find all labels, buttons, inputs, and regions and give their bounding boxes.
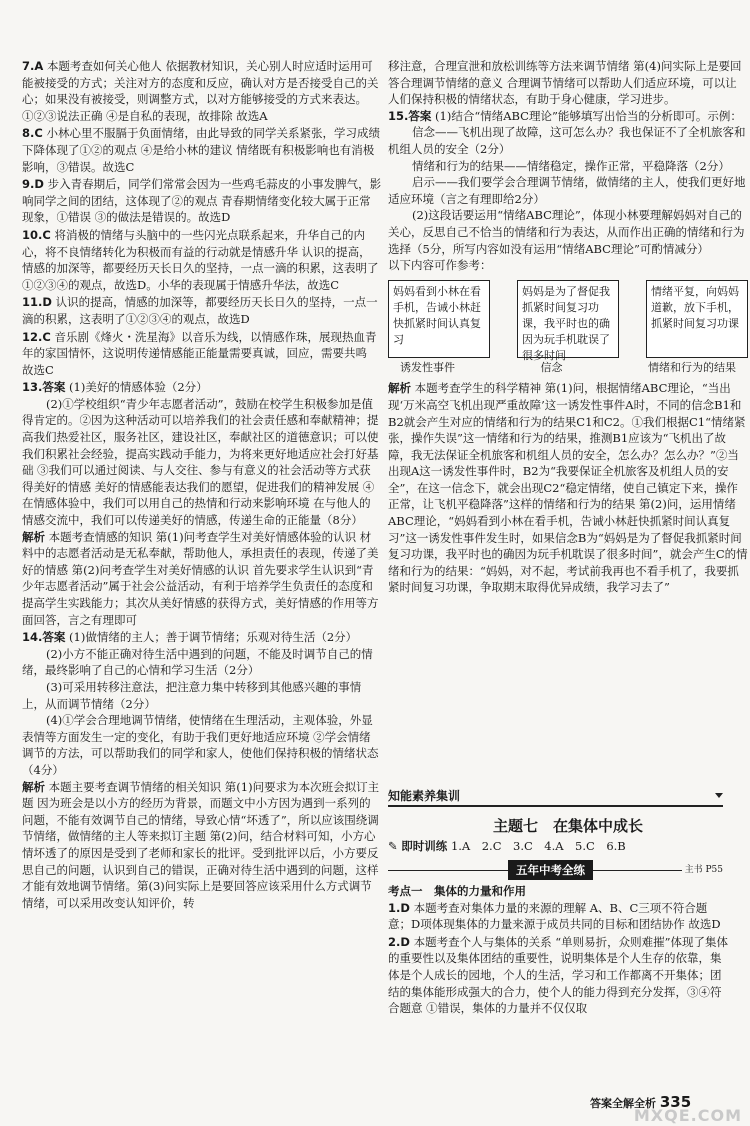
answer-label: 答案 [42,630,66,645]
item-text: 移注意，合理宣泄和放松训练等方法来调节情绪 第(4)问实际上是要回答合理调节情绪的意义 合理调节情绪可以帮助人们适应环境，可以让人们保持积极的情绪状态，有助于身心健康，学习进步。 [388,59,742,107]
answer-item-7 [22,58,382,124]
item-text: 认识的提高，情感的加深等，都要经历天长日久的坚持，一点一滴的积累，这表明了①②③④的观点，故选D [22,295,378,326]
exam-banner [388,860,723,880]
item-number: 8.C [22,126,43,141]
item-text: 信念——飞机出现了故障，这可怎么办？我也保证不了全机旅客和机组人员的安全（2分） [388,125,746,156]
item-number: 9.D [22,177,44,192]
item-text: 本题考查对集体力量的来源的理解 A、B、C三项不符合题意；D项体现集体的力量来源于成员共同的目标和团结协作 故选D [388,900,721,932]
diagram-captions [388,360,748,377]
item-text: 本题考查如何关心他人 依据教材知识，关心别人时应适时运用可能被接受的方式；关注对方的态度和反应，确认对方是否接受自己的关心；如果没有被接受，则调整方式，以对方能够接受的方式来表达。①②③说法正确 ④是自私的表现，故排除 故选A [22,59,379,123]
watermark: MXQE.COM [633,1106,742,1125]
item-number: 13. [22,380,43,395]
kaodian-title: 集体的力量和作用 [434,884,526,898]
item-text: (1)结合“情绪ABC理论”能够填写出恰当的分析即可。示例： [435,108,742,123]
item-text: 将消极的情绪与头脑中的一些闪光点联系起来，升华自己的内心，将不良情绪转化为积极而有益的行动就是情感升华 认识的提高，情感的加深等，都要经历天长日久的坚持，一点一滴的积累，这表明了①②③④的观点，故选D。小华的表现属于情感升华法，故选C [22,227,379,292]
item-number: 15. [388,108,409,123]
abc-diagram [388,280,748,362]
item-text: (2)①学校组织“青少年志愿者活动”，鼓励在校学生积极参加是值得肯定的。②因为这种活动可以培养我们的社会责任感和奉献精神；提高我们热爱社区，服务社区，建设社区，奉献社区的道德意识；可以使我们积累社会经验，提高实践动手能力，为将来更好地适应社会打好基础 ③我们可以通过阅读、与人交往、参与有意义的社会活动等方式获得美好的情感 美好的情感能表达我们的愿望，促进我们的精神发展 ④在情感体验中，我们可以用自己的热情和行动来影响环境 在与他人的情感交流中，我们可以传递美好的情感，传递生命的正能量（8分） [22,396,379,528]
right-column [388,58,748,597]
triangle-down-icon [715,793,723,798]
lower-answers [388,883,728,1018]
banner-note: 主书 P55 [682,862,723,875]
analysis-label: 解析 [388,381,411,396]
item-text: 步入青春期后，同学们常常会因为一些鸡毛蒜皮的小事发脾气，影响同学之间的团结，这体现了②的观点 青春期情绪变化较大属于正常现象，①错误 ③的做法是错误的。故选D [22,177,382,225]
item-number: 10.C [22,227,51,242]
diagram-caption: 信念 [540,360,563,374]
item-text: 情绪和行为的结果——情绪稳定，操作正常，平稳降落（2分） [412,158,730,173]
item-number: 2.D [388,934,410,949]
drill-answers: 1.A 2.C 3.C 4.A 5.C 6.B [450,839,626,853]
answer-item-8 [22,125,382,175]
item-text: 启示——我们要学会合理调节情绪，做情绪的主人，使我们更好地适应环境（言之有理即给2分） [388,175,746,206]
section-title: 知能素养集训 [388,789,461,803]
item-text: 本题主要考查调节情绪的相关知识 第(1)问要求为本次班会拟订主题 因为班会是以小方的经历为背景，而题文中小方因为遇到一系列的问题，不能有效调节自己的情绪，导致心情“坏透了”，所以应该围绕调节情绪，做情绪的主人等来拟订主题 第(2)问，结合材料可知，小方心情坏透了的原因是受到了老师和家长的批评。受到批评以后，小方要反思自己的问题，认识到自己的错误，正确对待生活中遇到的问题，这样才能有效地调节情绪。第(3)问实际上是要回答应该采用什么方式调节情绪，可以采用改变认知评价，转 [22,779,380,910]
item-text: 小林心里不服膈于负面情绪，由此导致的同学关系紧张，学习成绩下降体现了①②的观点 ④是给小林的建议 情绪既有积极影响也有消极影响，③错误。故选C [22,126,380,174]
item-number: 14. [22,630,43,645]
answer-item-1 [388,900,728,933]
item-number: 7.A [22,59,44,73]
item-text: 本题考查情感的知识 第(1)问考查学生对美好情感体验的认识 材料中的志愿者活动是无私奉献，帮助他人，承担责任的表现，传递了美好的情感 第(2)问考查学生对美好情感的认识 首先要求学生认识到“青少年志愿者活动”属于社会公益活动，有利于培养学生负责任的态度和提高学生实践能力；其次从美好情感的获得方式，美好情感的作用等方面回答，言之有理即可 [22,529,379,627]
banner-label: 五年中考全练 [508,860,593,880]
diagram-box-event: 妈妈看到小林在看手机，告诫小林赶快抓紧时间认真复习 [388,280,490,358]
item-number: 1.D [388,900,410,915]
analysis-label: 解析 [22,529,45,544]
left-column [22,58,382,912]
diagram-caption: 情绪和行为的结果 [648,360,736,374]
instant-training [388,838,748,854]
item-text: (1)做情绪的主人；善于调节情绪；乐观对待生活（2分） [69,630,358,645]
kaodian-label: 考点一 [388,884,423,898]
answer-label: 答案 [408,108,432,123]
answer-item-9 [22,176,382,226]
section-header [388,787,723,807]
answer-item-15 [388,108,748,596]
item-text: 本题考查学生的科学精神 第(1)问，根据情绪ABC理论，“当出现‘万米高空飞机出现严重故障’这一诱发性事件A时，不同的信念B1和B2就会产生对应的情绪和行为的结果C1和C2。①我们根据C1“情绪紧张，操作失误”这一情绪和行为的结果，推测B1应该为“飞机出了故障，我无法保证全机旅客和机组人员的安全，怎么办？怎么办？”②当出现A这一诱发性事件时，B2为“我要保证全机旅客及机组人员的安全”，在这一信念下，就会出现C2“稳定情绪，使自己镇定下来，操作正常，让飞机平稳降落”这样的情绪和行为的结果 第(2)问，运用情绪ABC理论，“妈妈看到小林在看手机，告诫小林赶快抓紧时间认真复习”这一诱发性事件发生时，如果信念B为“妈妈是为了督促我抓紧时间复习功课，我平时也的确因为玩手机耽误了很多时间”，就会产生C的情绪和行为的结果：“妈妈，对不起，考试前我再也不看手机了，我要抓紧时间复习功课，争取期末取得优异成绩，我学习去了” [388,381,748,595]
answer-item-11 [22,294,382,327]
diagram-caption: 诱发性事件 [400,360,455,374]
item-text: (1)美好的情感体验（2分） [69,380,208,395]
item-number: 12.C [22,329,51,344]
item-text: 音乐剧《烽火・洗星海》以音乐为线，以情感作珠，展现热血青年的家国情怀，这说明传递情感能正能量需要真诚，回应，需要共鸣 故选C [22,329,377,377]
answer-item-2 [388,934,728,1017]
item-text: (4)①学会合理地调节情绪，使情绪在生理活动，主观体验，外显表情等方面发生一定的变化，有助于我们更好地适应环境 ②学会情绪调节的方法，可以帮助我们的同学和家人，使他们保持积极的情绪状态（4分） [22,713,379,777]
answer-item-10 [22,227,382,293]
item-text: 本题考查个人与集体的关系 “单则易折，众则难摧”体现了集体的重要性以及集体团结的重要性，说明集体是个人生存的依靠，集体是个人成长的园地，个人的生活，学习和工作都离不开集体；团结的集体能形成强大的合力，使个人的能力得到充分发挥，③④符合题意 ①错误，集体的力量并不仅仅取 [388,934,728,1016]
analysis-label: 解析 [22,779,45,794]
item-text: (2)小方不能正确对待生活中遇到的问题，不能及时调节自己的情绪，最终影响了自己的心情和学习生活（2分） [22,646,373,678]
answer-item-12 [22,329,382,379]
diagram-box-belief: 妈妈是为了督促我抓紧时间复习功课，我平时也的确因为玩手机耽误了很多时间 [517,280,619,358]
page-number: 335 [659,1093,692,1111]
answer-label: 答案 [42,380,66,395]
item-text: (2)这段话要运用“情绪ABC理论”，体现小林要理解妈妈对自己的关心，反思自己不恰当的情绪和行为表达，从而作出正确的情绪和行为选择（5分，所写内容如没有运用“情绪ABC理论”可酌情减分） [388,208,745,256]
answer-item-14 [22,629,382,911]
answer-item-13 [22,379,382,628]
topic-title: 主题七 在集体中成长 [492,817,643,835]
item-text: 以下内容可作参考： [388,258,492,273]
drill-label: 即时训练 [401,839,448,853]
footer-brand: 答案全解全析 [590,1097,656,1110]
item-number: 11.D [22,295,52,310]
item-text: (3)可采用转移注意法，把注意力集中转移到其他感兴趣的事情上，从而调节情绪（2分） [22,679,362,711]
diagram-box-result: 情绪平复，向妈妈道歉，放下手机，抓紧时间复习功课 [646,280,748,358]
pencil-icon: ✎ [388,839,398,853]
